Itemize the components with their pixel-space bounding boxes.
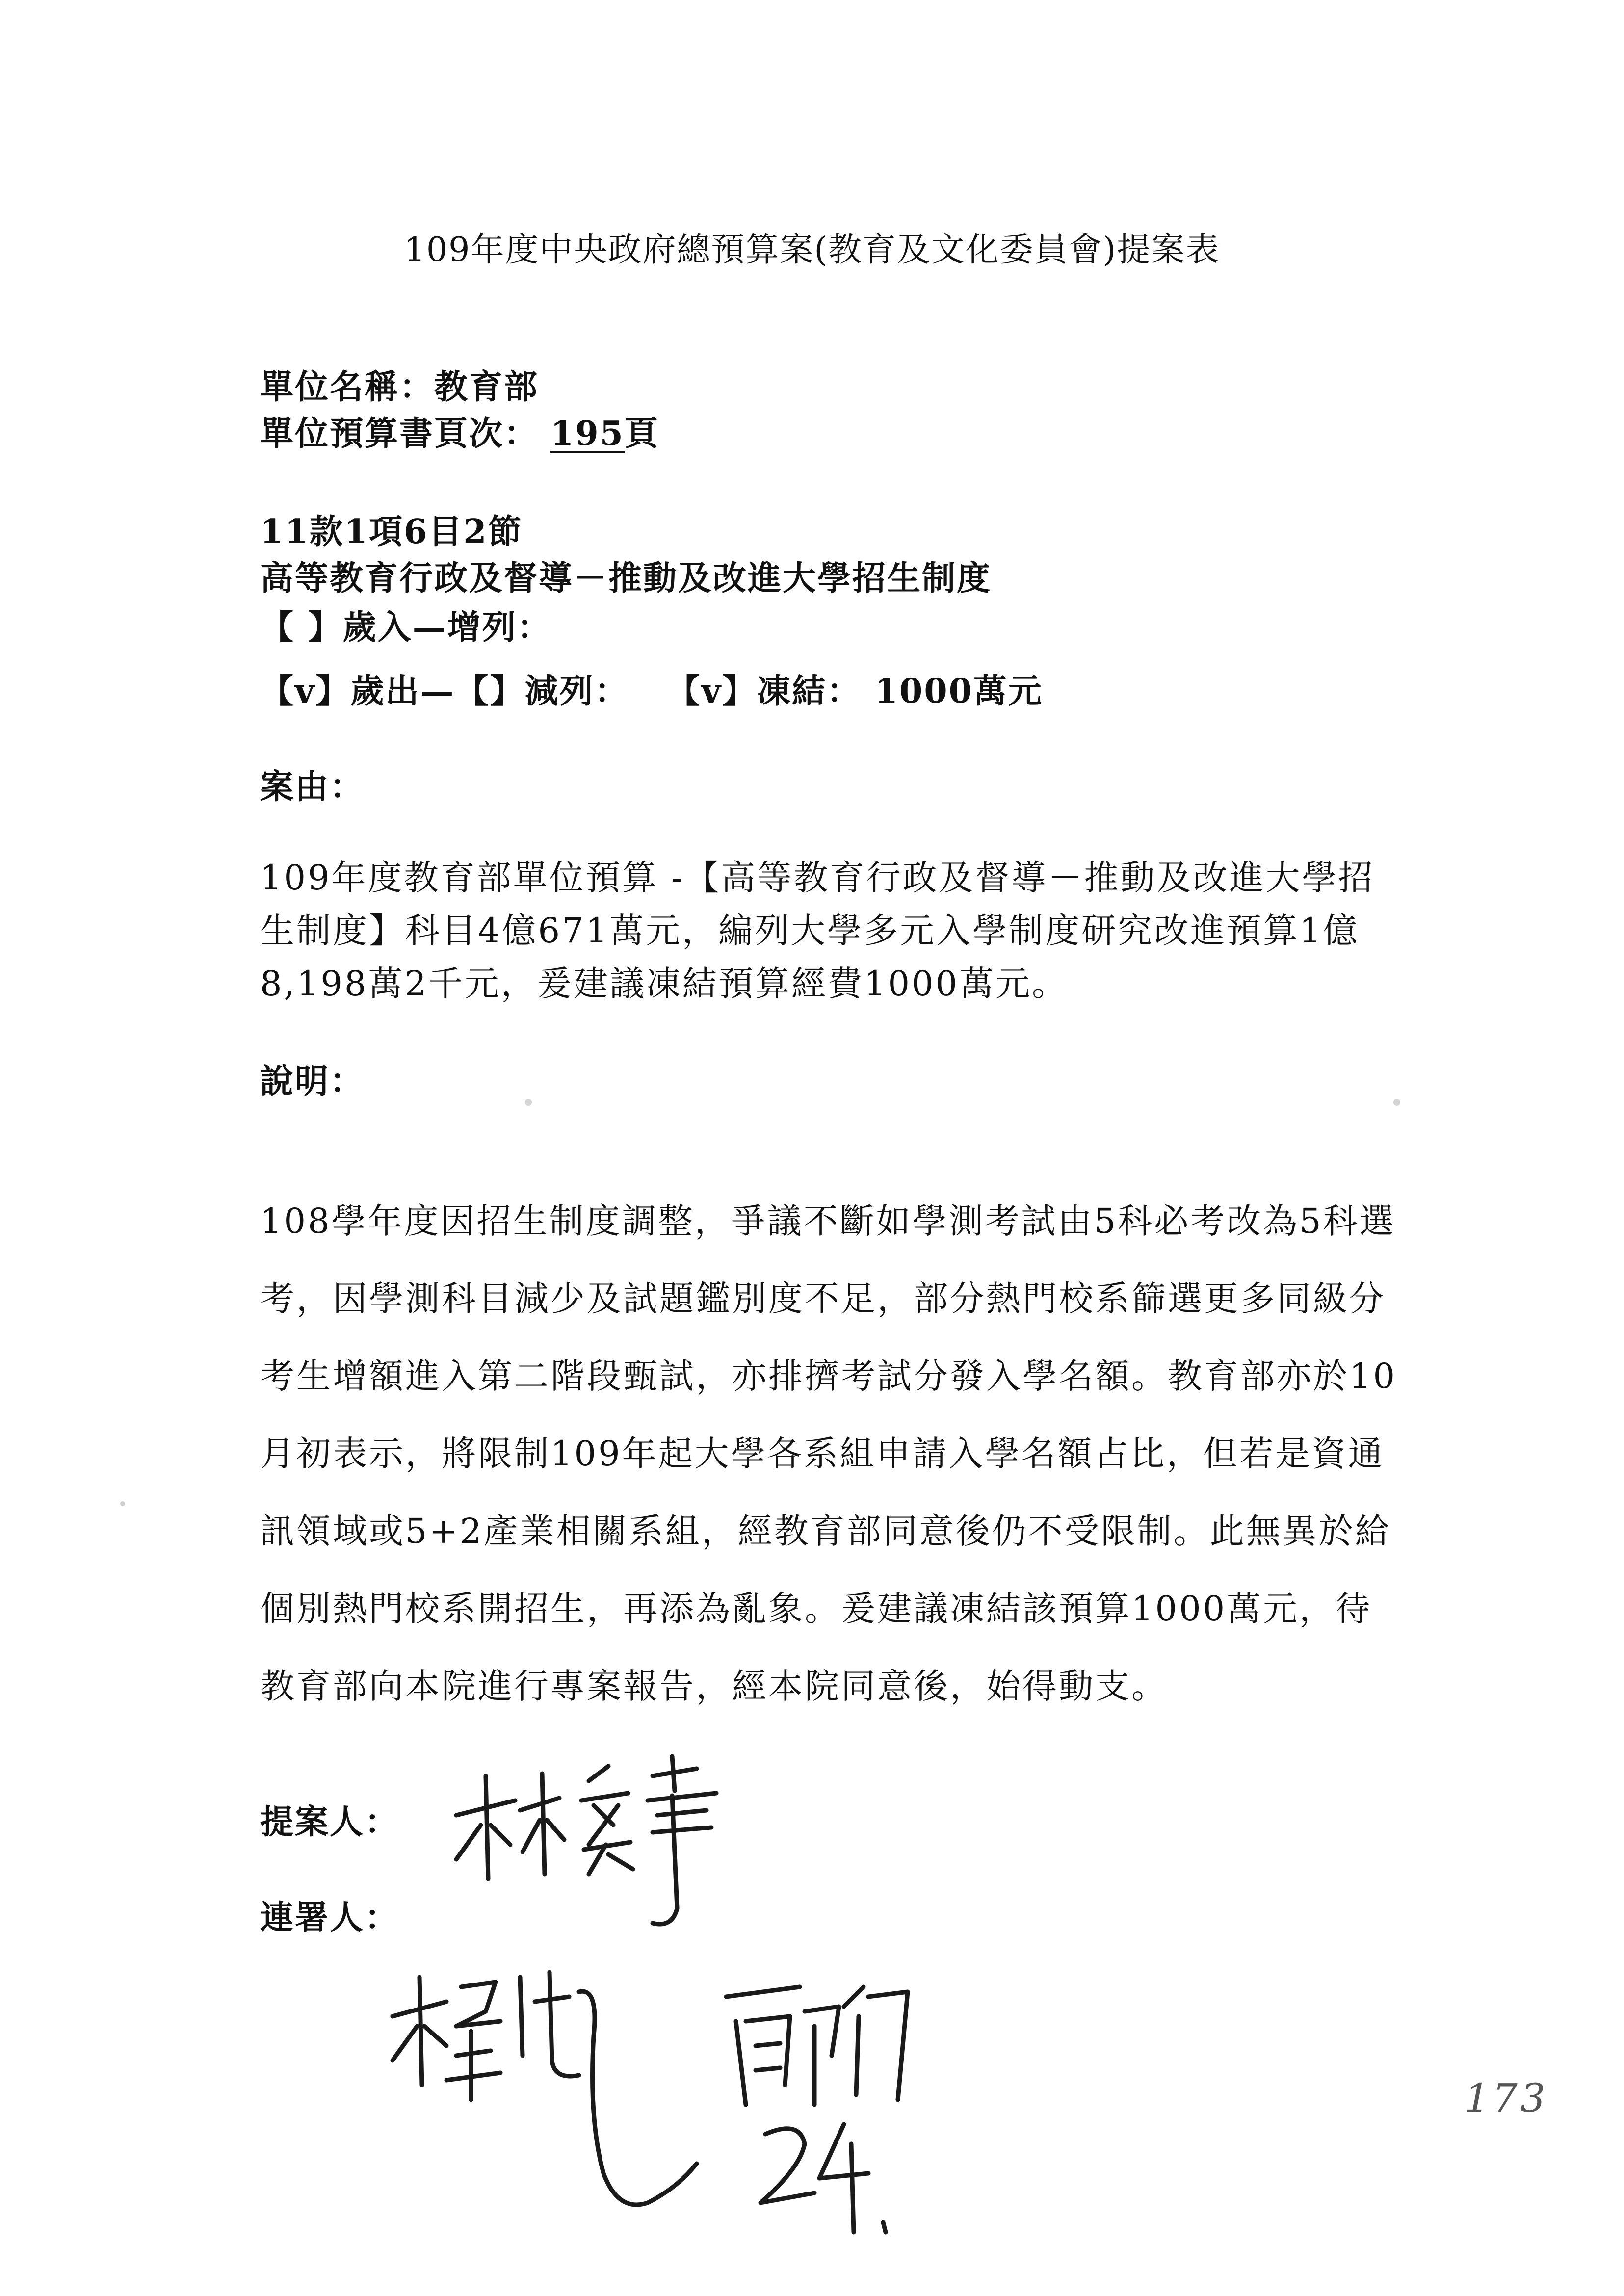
unit-name-row bbox=[260, 361, 539, 408]
budget-page-number: 195 bbox=[550, 414, 625, 453]
budget-page-row bbox=[260, 407, 659, 455]
explanation-heading: 說明： bbox=[260, 1062, 365, 1101]
cosigner-signatures bbox=[373, 1957, 1001, 2262]
unit-name-label: 單位名稱： bbox=[260, 367, 435, 407]
expenditure-line-b: 【v】凍結： 1000萬元 bbox=[683, 672, 1043, 711]
expenditure-line-a: 【v】歲出—【】減列： bbox=[260, 672, 629, 711]
reason-text: 109年度教育部單位預算 -【高等教育行政及督導－推動及改進大學招生制度】科目4億671萬元，編列大學多元入學制度研究改進預算1億8,198萬2千元，爰建議凍結預算經費1000萬元。 bbox=[260, 858, 1375, 1004]
budget-page-suffix: 頁 bbox=[624, 414, 659, 453]
proposer-signature bbox=[442, 1747, 746, 1953]
reason-heading: 案由： bbox=[260, 767, 365, 807]
cosigner-label: 連署人： bbox=[260, 1898, 400, 1937]
budget-page-label: 單位預算書頁次： bbox=[260, 414, 539, 453]
item-title: 高等教育行政及督導－推動及改進大學招生制度 bbox=[260, 559, 992, 598]
scan-mark bbox=[1393, 1099, 1400, 1106]
document-title: 109年度中央政府總預算案(教育及文化委員會)提案表 bbox=[404, 231, 1220, 269]
page-number: 173 bbox=[1465, 2075, 1548, 2121]
scan-mark bbox=[120, 1501, 125, 1506]
section-code: 11款1項6目2節 bbox=[260, 512, 523, 551]
unit-name-value: 教育部 bbox=[434, 367, 539, 407]
explanation-text: 108學年度因招生制度調整，爭議不斷如學測考試由5科必考改為5科選考，因學測科目減少及試題鑑別度不足，部分熱門校系篩選更多同級分考生增額進入第二階段甄試，亦排擠考試分發入學名額。教育部亦於10月初表示，將限制109年起大學各系組申請入學名額占比，但若是資通訊領域或5+2產業相關系組，經教育部同意後仍不受限制。此無異於給個別熱門校系開招生，再添為亂象。爰建議凍結該預算1000萬元，待教育部向本院進行專案報告，經本院同意後，始得動支。 bbox=[260, 1201, 1397, 1706]
expenditure-line bbox=[260, 665, 1043, 712]
proposer-label: 提案人： bbox=[260, 1802, 400, 1842]
scan-mark bbox=[525, 1099, 532, 1106]
revenue-line: 【 】歲入—增列： bbox=[260, 608, 552, 647]
